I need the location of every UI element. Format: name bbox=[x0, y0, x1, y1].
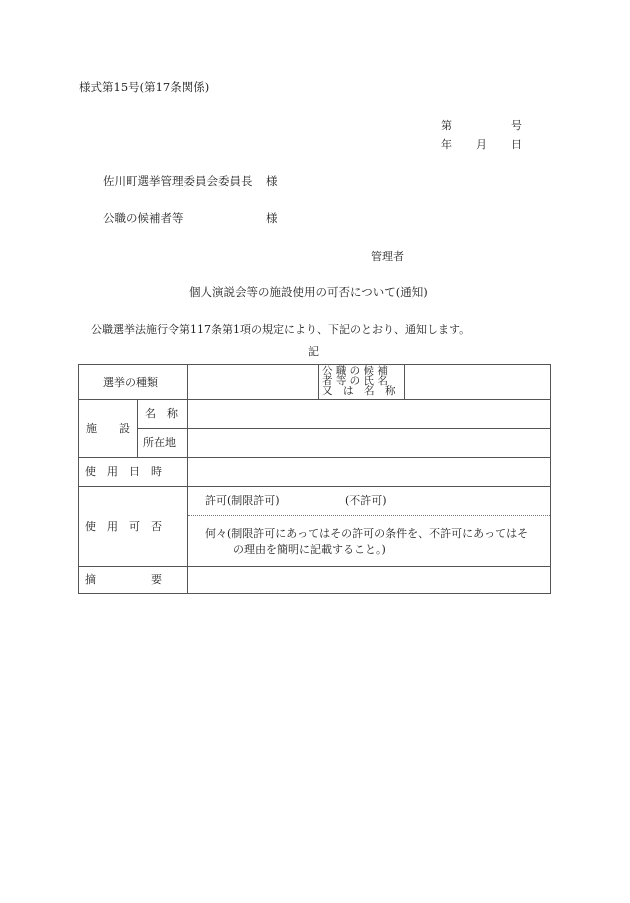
facility-name-field[interactable] bbox=[189, 400, 549, 427]
deny-option[interactable]: (不許可) bbox=[345, 494, 387, 507]
facility-label: 施 設 bbox=[86, 422, 130, 435]
election-type-label: 選挙の種類 bbox=[103, 376, 158, 389]
body-text: 公職選挙法施行令第117条第1項の規定により、下記のとおり、通知します。 bbox=[91, 323, 471, 336]
candidate-label-line-1: 公 職 の 候 補 bbox=[322, 365, 388, 377]
sender: 管理者 bbox=[371, 250, 404, 263]
candidate-label-line-2: 者 等 の 氏 名 bbox=[322, 375, 388, 387]
conditions-text-line-1: 何々(制限許可にあってはその許可の条件を、不許可にあってはそ bbox=[205, 527, 529, 540]
facility-address-field[interactable] bbox=[189, 429, 549, 456]
addressee-candidate: 公職の候補者等 bbox=[103, 211, 184, 225]
candidate-label-line-3: 又 は 名 称 bbox=[322, 385, 396, 397]
addressee-chairman-honorific: 様 bbox=[266, 174, 278, 188]
date-year: 年 bbox=[441, 138, 452, 151]
facility-name-label: 名 称 bbox=[145, 407, 178, 420]
form-number: 様式第15号(第17条関係) bbox=[79, 80, 210, 94]
notification-table bbox=[78, 364, 551, 594]
doc-number-dai: 第 bbox=[441, 119, 452, 132]
summary-label: 摘 要 bbox=[85, 573, 162, 586]
usage-datetime-field[interactable] bbox=[189, 458, 549, 485]
addressee-chairman: 佐川町選挙管理委員会委員長 bbox=[103, 174, 253, 188]
conditions-text-line-2: の理由を簡明に記載すること。) bbox=[233, 543, 386, 556]
candidate-name-field[interactable] bbox=[406, 366, 549, 398]
date-month: 月 bbox=[476, 138, 487, 151]
candidate-label bbox=[322, 366, 402, 396]
document-title: 個人演説会等の施設使用の可否について(通知) bbox=[189, 285, 428, 299]
election-type-field[interactable] bbox=[189, 366, 317, 398]
facility-address-label: 所在地 bbox=[143, 436, 176, 449]
usage-datetime-label: 使 用 日 時 bbox=[85, 465, 162, 478]
addressee-candidate-honorific: 様 bbox=[266, 211, 278, 225]
doc-number-go: 号 bbox=[511, 119, 522, 132]
summary-field[interactable] bbox=[189, 567, 549, 592]
date-day: 日 bbox=[511, 138, 522, 151]
usage-permission-label: 使 用 可 否 bbox=[85, 520, 162, 533]
permit-option[interactable]: 許可(制限許可) bbox=[205, 494, 280, 507]
ki-heading: 記 bbox=[308, 345, 319, 358]
